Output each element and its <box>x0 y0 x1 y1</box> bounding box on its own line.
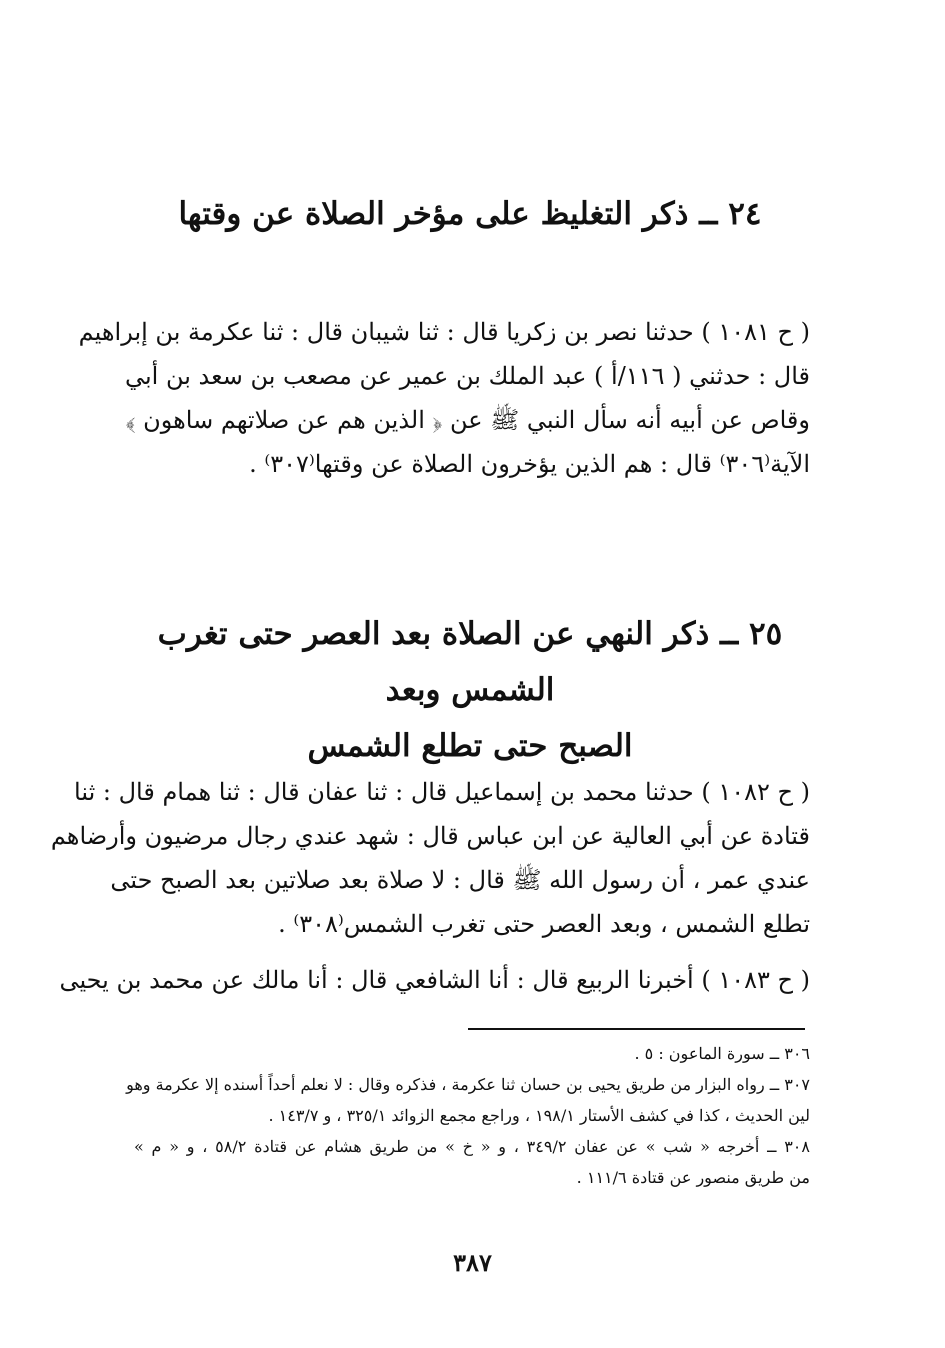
hadith-1083-line-1: ( ح ١٠٨٣ ) أخبرنا الربيع قال : أنا الشافعي قال : أنا مالك عن محمد بن يحيى <box>59 966 810 994</box>
hadith-1081 <box>78 310 810 486</box>
footnote-308 <box>134 1131 810 1193</box>
footnotes <box>126 1038 810 1193</box>
hadith-1082-line-3: عندي عمر ، أن رسول الله ﷺ قال : لا صلاة بعد صلاتين بعد الصبح حتى <box>110 866 810 894</box>
hadith-1082-line-1: ( ح ١٠٨٢ ) حدثنا محمد بن إسماعيل قال : ثنا عفان قال : ثنا همام قال : ثنا <box>74 778 810 806</box>
section-24-heading: ٢٤ ــ ذكر التغليظ على مؤخر الصلاة عن وقتها <box>178 196 762 232</box>
hadith-1081-line-2: قال : حدثني ( ١١٦/أ ) عبد الملك بن عمير عن مصعب بن سعد بن أبي <box>124 362 810 390</box>
hadith-1082-line-2: قتادة عن أبي العالية عن ابن عباس قال : شهد عندي رجال مرضيون وأرضاهم <box>50 822 810 850</box>
hadith-1082 <box>50 770 810 946</box>
section-25-heading <box>120 606 820 774</box>
hadith-1082-line-4: تطلع الشمس ، وبعد العصر حتى تغرب الشمس⁽٣٠٨⁾ . <box>278 910 810 938</box>
footnote-307-line-2: لين الحديث ، كذا في كشف الأستار ١٩٨/١ ، وراجع مجمع الزوائد ٣٢٥/١ ، و ١٤٣/٧ . <box>268 1106 810 1125</box>
hadith-1081-line-4: الآية⁽٣٠٦⁾ قال : هم الذين يؤخرون الصلاة عن وقتها⁽٣٠٧⁾ . <box>249 450 810 478</box>
page-number: ٣٨٧ <box>453 1248 492 1277</box>
footnote-divider <box>468 1028 805 1030</box>
footnote-308-line-1: ٣٠٨ ــ أخرجه « شب » عن عفان ٣٤٩/٢ ، و « خ » من طريق هشام عن قتادة ٥٨/٢ ، و « م » <box>134 1137 810 1156</box>
footnote-306-line-1: ٣٠٦ ــ سورة الماعون : ٥ . <box>634 1044 810 1063</box>
section-25-heading-line-1: ٢٥ ــ ذكر النهي عن الصلاة بعد العصر حتى تغرب الشمس وبعد <box>157 616 783 708</box>
hadith-1081-line-3: وقاص عن أبيه أنه سأل النبي ﷺ عن ﴿ الذين هم عن صلاتهم ساهون ﴾ <box>125 406 810 434</box>
hadith-1081-line-1: ( ح ١٠٨١ ) حدثنا نصر بن زكريا قال : ثنا شيبان قال : ثنا عكرمة بن إبراهيم <box>78 318 810 346</box>
section-25-heading-line-2: الصبح حتى تطلع الشمس <box>307 728 633 764</box>
footnote-308-line-2: من طريق منصور عن قتادة ١١١/٦ . <box>576 1168 810 1187</box>
footnote-306 <box>134 1038 810 1069</box>
hadith-1083 <box>59 958 810 1002</box>
footnote-307-line-1: ٣٠٧ ــ رواه البزار من طريق يحيى بن حسان ثنا عكرمة ، فذكره وقال : لا نعلم أحداً أسنده إلا عكرمة وهو <box>126 1075 810 1094</box>
footnote-307 <box>126 1069 810 1131</box>
